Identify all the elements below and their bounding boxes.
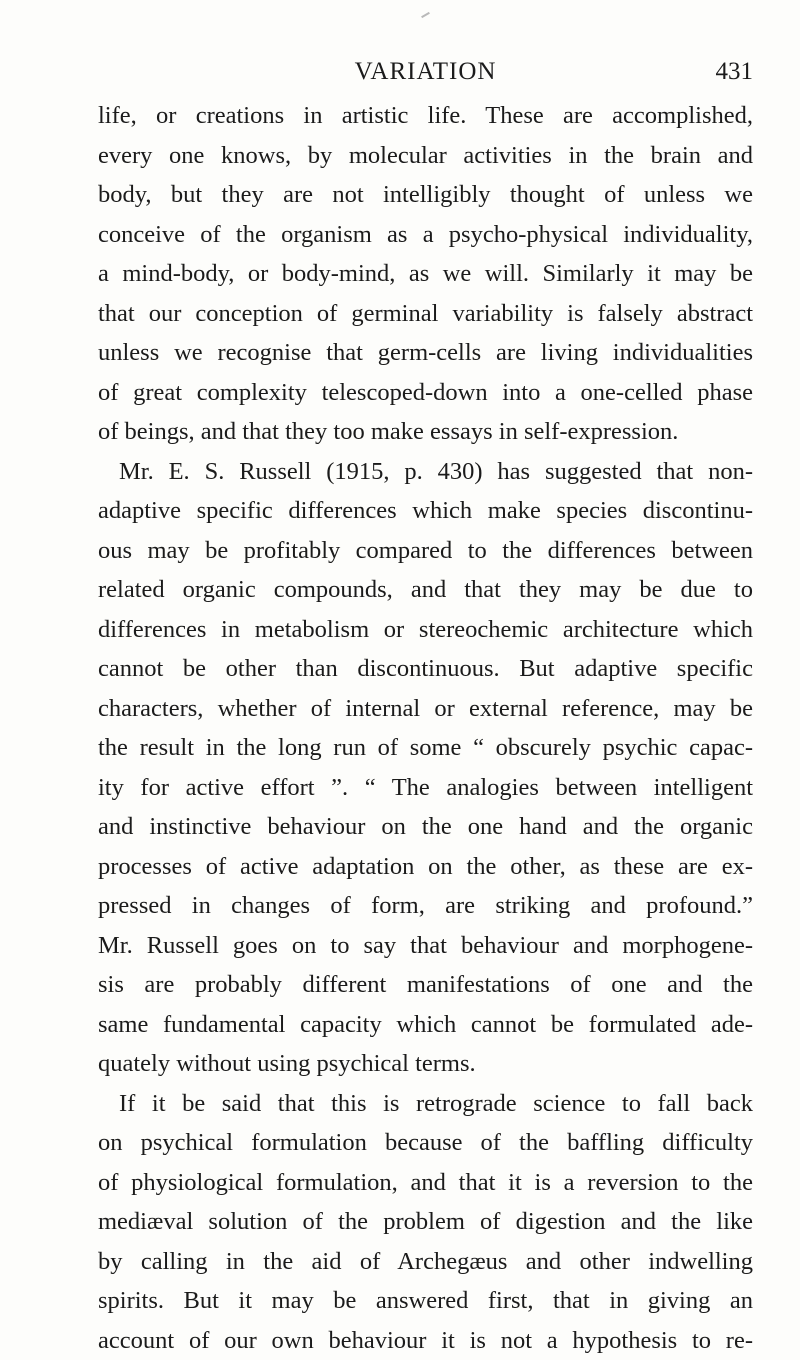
text-line: adaptive specific differences which make species discontinu-	[98, 491, 753, 531]
text-line: by calling in the aid of Archegæus and other indwelling	[98, 1242, 753, 1282]
text-line: life, or creations in artistic life. These are accomplished,	[98, 96, 753, 136]
text-line: characters, whether of internal or external reference, may be	[98, 689, 753, 729]
text-line: pressed in changes of form, are striking and profound.”	[98, 886, 753, 926]
text-line: conceive of the organism as a psycho-physical individuality,	[98, 215, 753, 255]
text-line: sis are probably different manifestations of one and the	[98, 965, 753, 1005]
text-line: spirits. But it may be answered first, that in giving an	[98, 1281, 753, 1321]
text-line: that our conception of germinal variability is falsely abstract	[98, 294, 753, 334]
text-line: and instinctive behaviour on the one hand and the organic	[98, 807, 753, 847]
text-line: ity for active effort ”. “ The analogies between intelligent	[98, 768, 753, 808]
text-line: a mind-body, or body-mind, as we will. Similarly it may be	[98, 254, 753, 294]
text-line: account of our own behaviour it is not a hypothesis to re-	[98, 1321, 753, 1360]
text-line: unless we recognise that germ-cells are living individualities	[98, 333, 753, 373]
text-line: of great complexity telescoped-down into a one-celled phase	[98, 373, 753, 413]
text-line: every one knows, by molecular activities in the brain and	[98, 136, 753, 176]
body-text	[98, 96, 753, 1360]
paragraph-start-line: Mr. E. S. Russell (1915, p. 430) has suggested that non-	[98, 452, 753, 492]
text-line: same fundamental capacity which cannot be formulated ade-	[98, 1005, 753, 1045]
text-line: body, but they are not intelligibly thought of unless we	[98, 175, 753, 215]
page-number: 431	[716, 58, 754, 86]
print-speck	[421, 12, 430, 18]
text-line: cannot be other than discontinuous. But adaptive specific	[98, 649, 753, 689]
text-line: the result in the long run of some “ obscurely psychic capac-	[98, 728, 753, 768]
page-header	[98, 58, 753, 92]
text-line: differences in metabolism or stereochemic architecture which	[98, 610, 753, 650]
text-line: Mr. Russell goes on to say that behaviour and morphogene-	[98, 926, 753, 966]
text-line: of physiological formulation, and that it is a reversion to the	[98, 1163, 753, 1203]
text-line: related organic compounds, and that they may be due to	[98, 570, 753, 610]
paragraph-end-line: of beings, and that they too make essays in self-expression.	[98, 412, 753, 452]
text-line: processes of active adaptation on the other, as these are ex-	[98, 847, 753, 887]
text-line: on psychical formulation because of the baffling difficulty	[98, 1123, 753, 1163]
text-line: mediæval solution of the problem of digestion and the like	[98, 1202, 753, 1242]
paragraph-end-line: quately without using psychical terms.	[98, 1044, 753, 1084]
text-line: ous may be profitably compared to the differences between	[98, 531, 753, 571]
paragraph-start-line: If it be said that this is retrograde science to fall back	[98, 1084, 753, 1124]
running-head: VARIATION	[98, 58, 753, 86]
